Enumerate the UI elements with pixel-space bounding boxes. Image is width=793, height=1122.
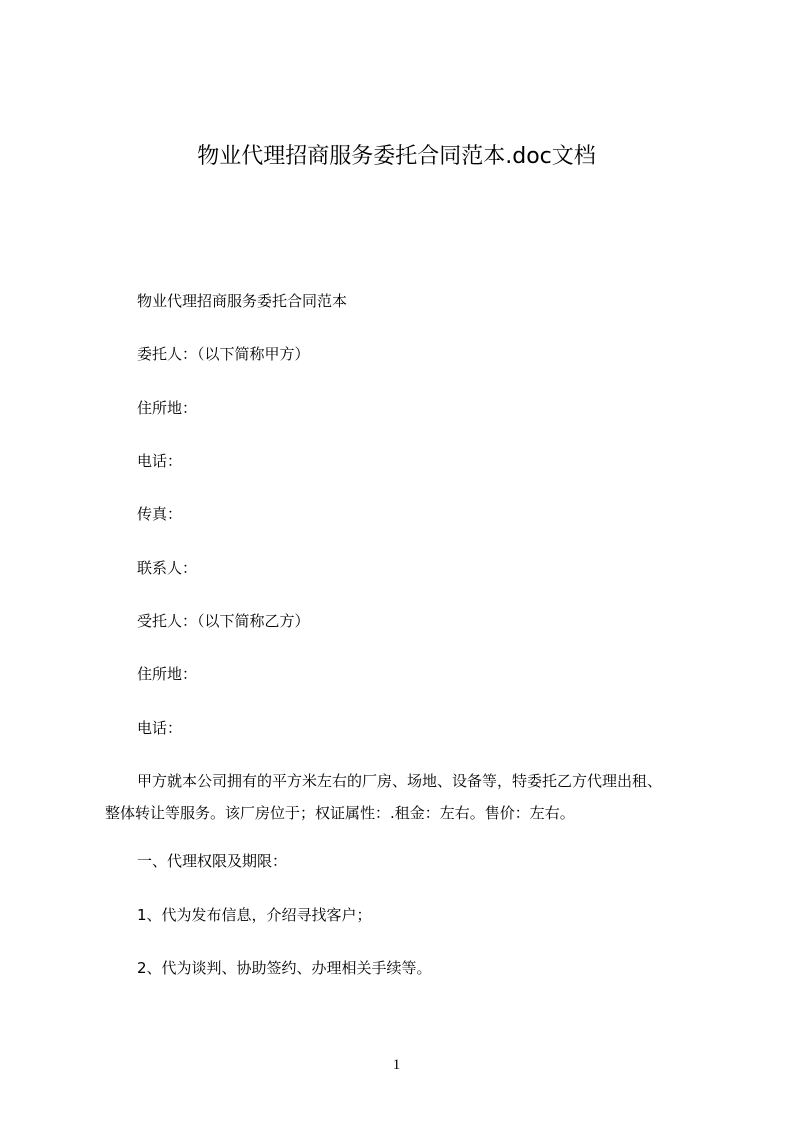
clause-item-2: 2、代为谈判、协助签约、办理相关手续等。 (137, 959, 432, 977)
paragraph-first-line: 甲方就本公司拥有的平方米左右的厂房、场地、设备等，特委托乙方代理出租、 (137, 772, 663, 790)
paragraph-second-line: 整体转让等服务。该厂房位于；权证属性：.租金：左右。售价：左右。 (105, 804, 575, 822)
principal-line: 委托人：（以下简称甲方） (137, 345, 310, 363)
principal-fax-line: 传真： (137, 505, 183, 523)
clause-item-1: 1、代为发布信息，介绍寻找客户； (137, 906, 372, 924)
principal-contact-line: 联系人： (137, 559, 198, 577)
clause-heading: 一、代理权限及期限： (137, 852, 288, 870)
contract-heading: 物业代理招商服务委托合同范本 (137, 292, 348, 310)
principal-address-line: 住所地： (137, 399, 198, 417)
agent-phone-line: 电话： (137, 719, 183, 737)
page-number: 1 (392, 1057, 401, 1073)
agent-line: 受托人：（以下简称乙方） (137, 612, 310, 630)
agent-address-line: 住所地： (137, 665, 198, 683)
principal-phone-line: 电话： (137, 452, 183, 470)
document-title: 物业代理招商服务委托合同范本.doc文档 (197, 144, 596, 169)
commission-paragraph (105, 765, 695, 829)
